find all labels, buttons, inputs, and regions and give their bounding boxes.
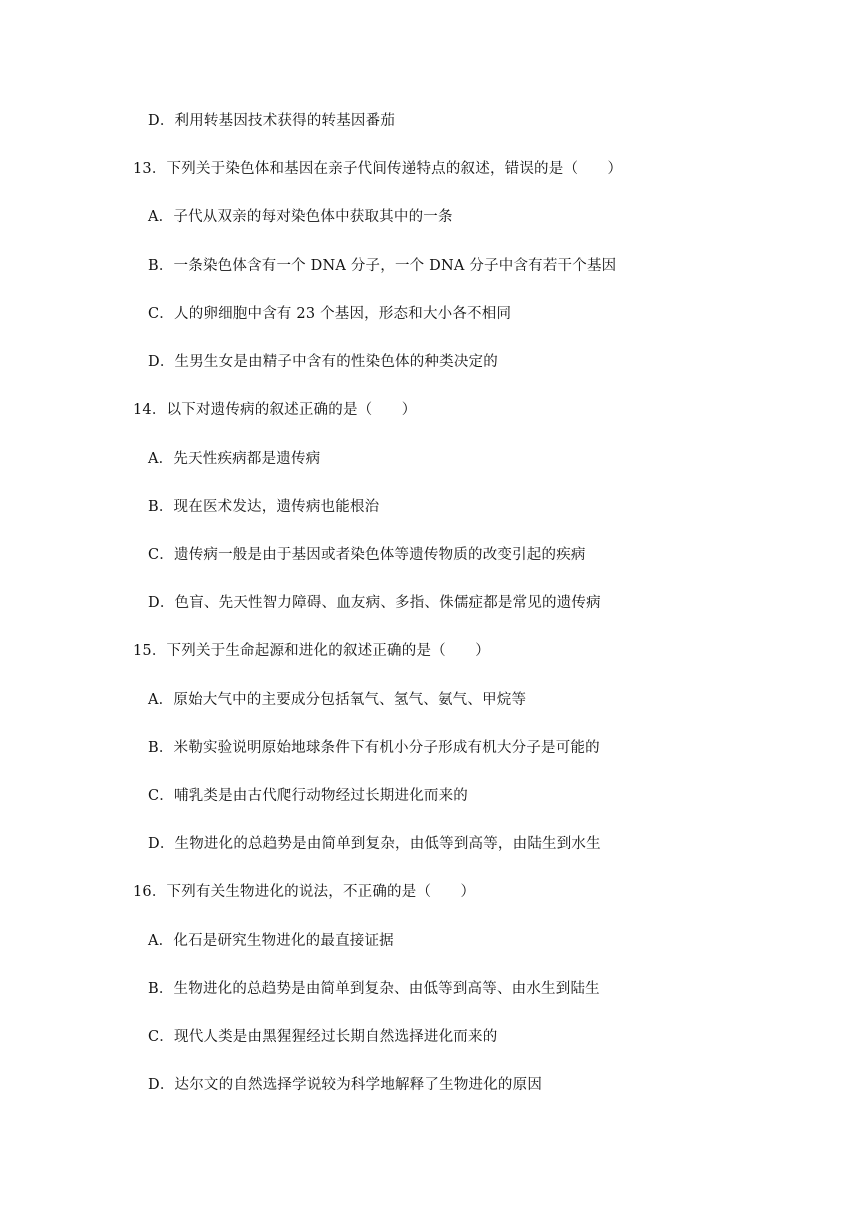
q12-option-d: D．利用转基因技术获得的转基因番茄 [148,113,396,129]
q13-option-d: D．生男生女是由精子中含有的性染色体的种类决定的 [148,354,498,370]
q16-option-a: A．化石是研究生物进化的最直接证据 [148,933,394,949]
q16-option-b: B．生物进化的总趋势是由简单到复杂、由低等到高等、由水生到陆生 [148,981,600,997]
q13-option-c: C．人的卵细胞中含有 23 个基因，形态和大小各不相同 [148,306,512,322]
q16-stem: 16．下列有关生物进化的说法，不正确的是（ ） [133,884,476,900]
q14-stem: 14．以下对遗传病的叙述正确的是（ ） [133,402,417,418]
q14-option-a: A．先天性疾病都是遗传病 [148,451,321,467]
q14-option-b: B．现在医术发达，遗传病也能根治 [148,499,380,515]
q14-option-d: D．色盲、先天性智力障碍、血友病、多指、侏儒症都是常见的遗传病 [148,595,601,611]
q16-option-d: D．达尔文的自然选择学说较为科学地解释了生物进化的原因 [148,1077,543,1093]
q15-option-d: D．生物进化的总趋势是由简单到复杂，由低等到高等，由陆生到水生 [148,836,601,852]
q16-option-c: C．现代人类是由黑猩猩经过长期自然选择进化而来的 [148,1029,498,1045]
q15-option-a: A．原始大气中的主要成分包括氧气、氢气、氨气、甲烷等 [148,692,527,708]
q15-option-c: C．哺乳类是由古代爬行动物经过长期进化而来的 [148,788,468,804]
q13-option-b: B．一条染色体含有一个 DNA 分子，一个 DNA 分子中含有若干个基因 [148,258,617,274]
q15-stem: 15．下列关于生命起源和进化的叙述正确的是（ ） [133,643,490,659]
q13-option-a: A．子代从双亲的每对染色体中获取其中的一条 [148,209,453,225]
q13-stem: 13．下列关于染色体和基因在亲子代间传递特点的叙述，错误的是（ ） [133,161,623,177]
q14-option-c: C．遗传病一般是由于基因或者染色体等遗传物质的改变引起的疾病 [148,547,586,563]
q15-option-b: B．米勒实验说明原始地球条件下有机小分子形成有机大分子是可能的 [148,740,600,756]
